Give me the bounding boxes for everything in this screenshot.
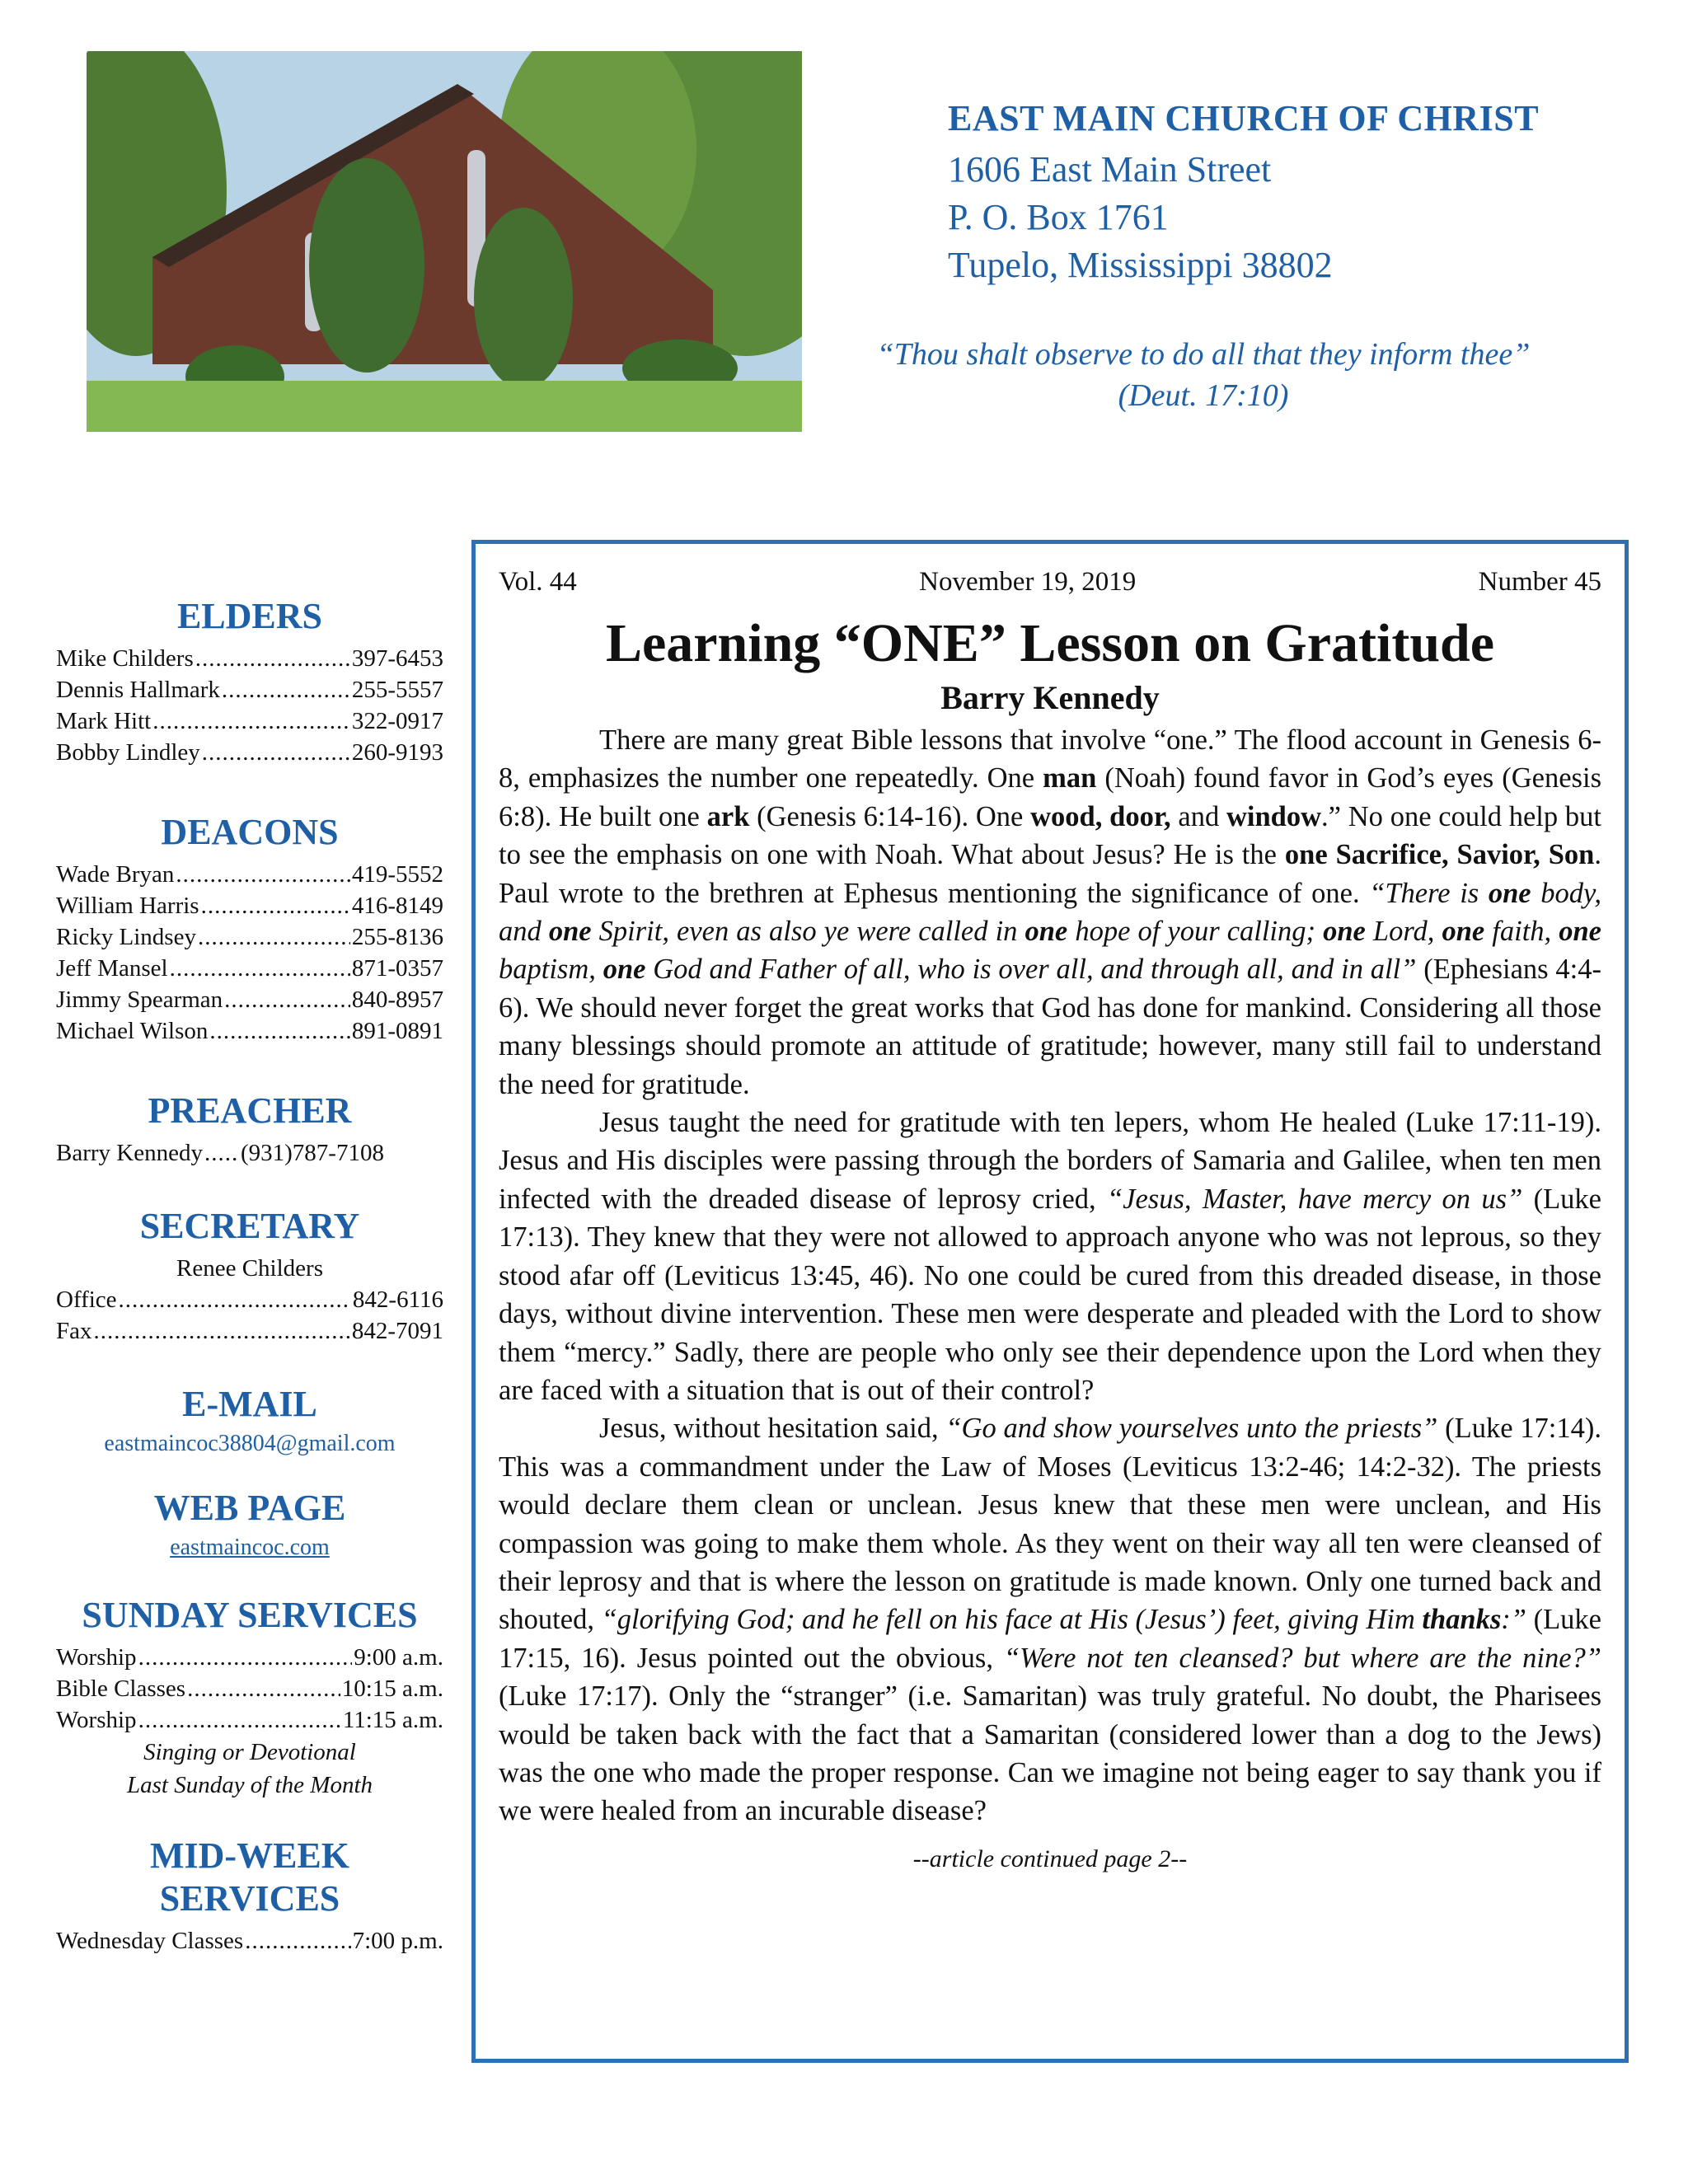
elder-name: Mark Hitt <box>56 708 152 734</box>
preacher-row <box>56 1137 443 1169</box>
deacon-name: Michael Wilson <box>56 1018 209 1044</box>
service-label: Worship <box>56 1707 137 1733</box>
continued-note: --article continued page 2-- <box>912 1844 1188 1872</box>
deacon-phone: 255-8136 <box>351 924 443 950</box>
sunday-note-1: Singing or Devotional <box>143 1739 356 1765</box>
service-row <box>56 1673 443 1704</box>
midweek-title-line1: MID-WEEK <box>150 1835 349 1876</box>
office-phone: 842-6116 <box>352 1286 443 1313</box>
midweek-time: 7:00 p.m. <box>352 1928 443 1954</box>
elder-row <box>56 674 443 705</box>
deacon-name: Jimmy Spearman <box>56 987 223 1013</box>
article-box <box>471 540 1629 2063</box>
deacon-row <box>56 890 443 921</box>
service-time: 11:15 a.m. <box>342 1707 443 1733</box>
secretary-section <box>56 1205 443 1347</box>
article-title: Learning “ONE” Lesson on Gratitude <box>605 613 1495 673</box>
service-time: 10:15 a.m. <box>341 1675 443 1702</box>
web-section <box>56 1487 443 1561</box>
deacon-row <box>56 921 443 953</box>
address-po-box: P. O. Box 1761 <box>948 197 1169 237</box>
deacon-row <box>56 1015 443 1047</box>
service-label: Bible Classes <box>56 1675 186 1702</box>
service-label: Worship <box>56 1644 137 1671</box>
article-paragraph: Jesus taught the need for gratitude with ten lepers, whom He healed (Luke 17:11-19). Jesus and His disciples were passing through the borders of Samaria and Galilee, when ten men infected with the dreaded disease of leprosy cried, “Jesus, Master, have mercy on us” (Luke 17:13). They knew that they were not allowed to approach anyone who was not leprous, so they stood afar off (Leviticus 13:45, 46). No one could be cured from this dreaded disease, in those days, without divine intervention. These men were desperate and pleaded with the Lord to show them “mercy.” Sadly, there are people who only see their dependence upon the Lord when they are faced with a situation that is out of their control? <box>499 1107 1601 1406</box>
elder-name: Dennis Hallmark <box>56 677 220 703</box>
service-time: 9:00 a.m. <box>354 1644 443 1671</box>
deacon-phone: 416-8149 <box>351 893 443 919</box>
email-title: E-MAIL <box>182 1384 317 1424</box>
midweek-section <box>56 1835 443 1957</box>
preacher-section <box>56 1090 443 1169</box>
service-row <box>56 1704 443 1736</box>
secretary-title: SECRETARY <box>139 1206 360 1246</box>
deacons-title: DEACONS <box>161 812 339 852</box>
deacon-name: Wade Bryan <box>56 861 175 888</box>
sidebar <box>56 595 443 1999</box>
deacon-phone: 891-0891 <box>351 1018 443 1044</box>
deacon-row <box>56 984 443 1015</box>
church-photo <box>87 51 802 432</box>
midweek-label: Wednesday Classes <box>56 1928 244 1954</box>
issue-date: November 19, 2019 <box>919 567 1137 597</box>
elder-phone: 397-6453 <box>351 645 443 672</box>
issue-meta <box>499 567 1601 598</box>
web-title: WEB PAGE <box>153 1488 346 1528</box>
elder-phone: 255-5557 <box>351 677 443 703</box>
office-label: Office <box>56 1286 117 1313</box>
deacon-name: Ricky Lindsey <box>56 924 196 950</box>
elders-title: ELDERS <box>176 596 323 636</box>
elder-row <box>56 643 443 674</box>
web-link[interactable]: eastmaincoc.com <box>170 1535 330 1560</box>
deacon-name: William Harris <box>56 893 199 919</box>
elder-name: Mike Childers <box>56 645 194 672</box>
deacons-section <box>56 811 443 1047</box>
sunday-note-2: Last Sunday of the Month <box>126 1772 373 1798</box>
deacon-row <box>56 859 443 890</box>
deacon-row <box>56 953 443 984</box>
volume: Vol. 44 <box>499 567 577 597</box>
preacher-name: Barry Kennedy <box>56 1140 203 1166</box>
motto <box>816 334 1591 416</box>
article-paragraph: Jesus, without hesitation said, “Go and show yourselves unto the priests” (Luke 17:14). This was a commandment under the Law of Moses (Leviticus 13:2-46; 14:2-32). The priests would declare them clean or unclean. Jesus knew that these men were unclean, and His compassion was going to make them whole. As they went on their way all ten were cleansed of their leprosy and that is where the lesson on gratitude is made known. Only one turned back and shouted, “glorifying God; and he fell on his face at His (Jesus’) feet, giving Him thanks:” (Luke 17:15, 16). Jesus pointed out the obvious, “Were not ten cleansed? but where are the nine?” (Luke 17:17). Only the “stranger” (i.e. Samaritan) was truly grateful. No doubt, the Pharisees would be taken back with the fact that a Samaritan (considered lower than a dog to the Jews) was the one who made the proper response. Can we imagine not being eager to say thank you if we were healed from an incurable disease? <box>499 1413 1601 1827</box>
secretary-fax-row <box>56 1315 443 1347</box>
secretary-office-row <box>56 1284 443 1315</box>
motto-text: “Thou shalt observe to do all that they inform thee” <box>876 337 1531 372</box>
church-name: EAST MAIN CHURCH OF CHRIST <box>948 98 1540 138</box>
elders-section <box>56 595 443 768</box>
preacher-phone: (931)787-7108 <box>240 1140 384 1166</box>
fax-number: 842-7091 <box>351 1318 443 1344</box>
elder-phone: 260-9193 <box>351 739 443 766</box>
secretary-name: Renee Childers <box>176 1255 323 1282</box>
email-address[interactable]: eastmaincoc38804@gmail.com <box>104 1431 396 1456</box>
service-row <box>56 1642 443 1673</box>
article-paragraph: There are many great Bible lessons that involve “one.” The flood account in Genesis 6-8, emphasizes the number one repeatedly. One man (Noah) found favor in God’s eyes (Genesis 6:8). He built one ark (Genesis 6:14-16). One wood, door, and window.” No one could help but to see the emphasis on one with Noah. What about Jesus? He is the one Sacrifice, Savior, Son. Paul wrote to the brethren at Ephesus mentioning the significance of one. “There is one body, and one Spirit, even as also ye were called in one hope of your calling; one Lord, one faith, one baptism, one God and Father of all, who is over all, and through all, and in all” (Ephesians 4:4-6). We should never forget the great works that God has done for mankind. Considering all those many blessings should promote an attitude of gratitude; however, many still fail to understand the need for gratitude. <box>499 724 1601 1100</box>
elder-row <box>56 737 443 768</box>
deacon-phone: 871-0357 <box>351 955 443 982</box>
deacon-phone: 419-5552 <box>351 861 443 888</box>
address-city: Tupelo, Mississippi 38802 <box>948 245 1333 285</box>
deacon-name: Jeff Mansel <box>56 955 168 982</box>
address-street: 1606 East Main Street <box>948 149 1272 190</box>
elder-phone: 322-0917 <box>351 708 443 734</box>
midweek-row <box>56 1925 443 1957</box>
motto-reference: (Deut. 17:10) <box>1118 378 1289 413</box>
elder-row <box>56 705 443 737</box>
article-author: Barry Kennedy <box>940 679 1160 716</box>
article-body <box>499 721 1601 1830</box>
fax-label: Fax <box>56 1318 92 1344</box>
deacon-phone: 840-8957 <box>351 987 443 1013</box>
sunday-title: SUNDAY SERVICES <box>82 1595 418 1635</box>
sunday-section <box>56 1594 443 1802</box>
issue-number: Number 45 <box>1478 567 1601 597</box>
elder-name: Bobby Lindley <box>56 739 200 766</box>
email-section <box>56 1383 443 1457</box>
preacher-title: PREACHER <box>148 1090 352 1131</box>
midweek-title-line2: SERVICES <box>159 1878 340 1919</box>
church-header <box>948 97 1607 289</box>
